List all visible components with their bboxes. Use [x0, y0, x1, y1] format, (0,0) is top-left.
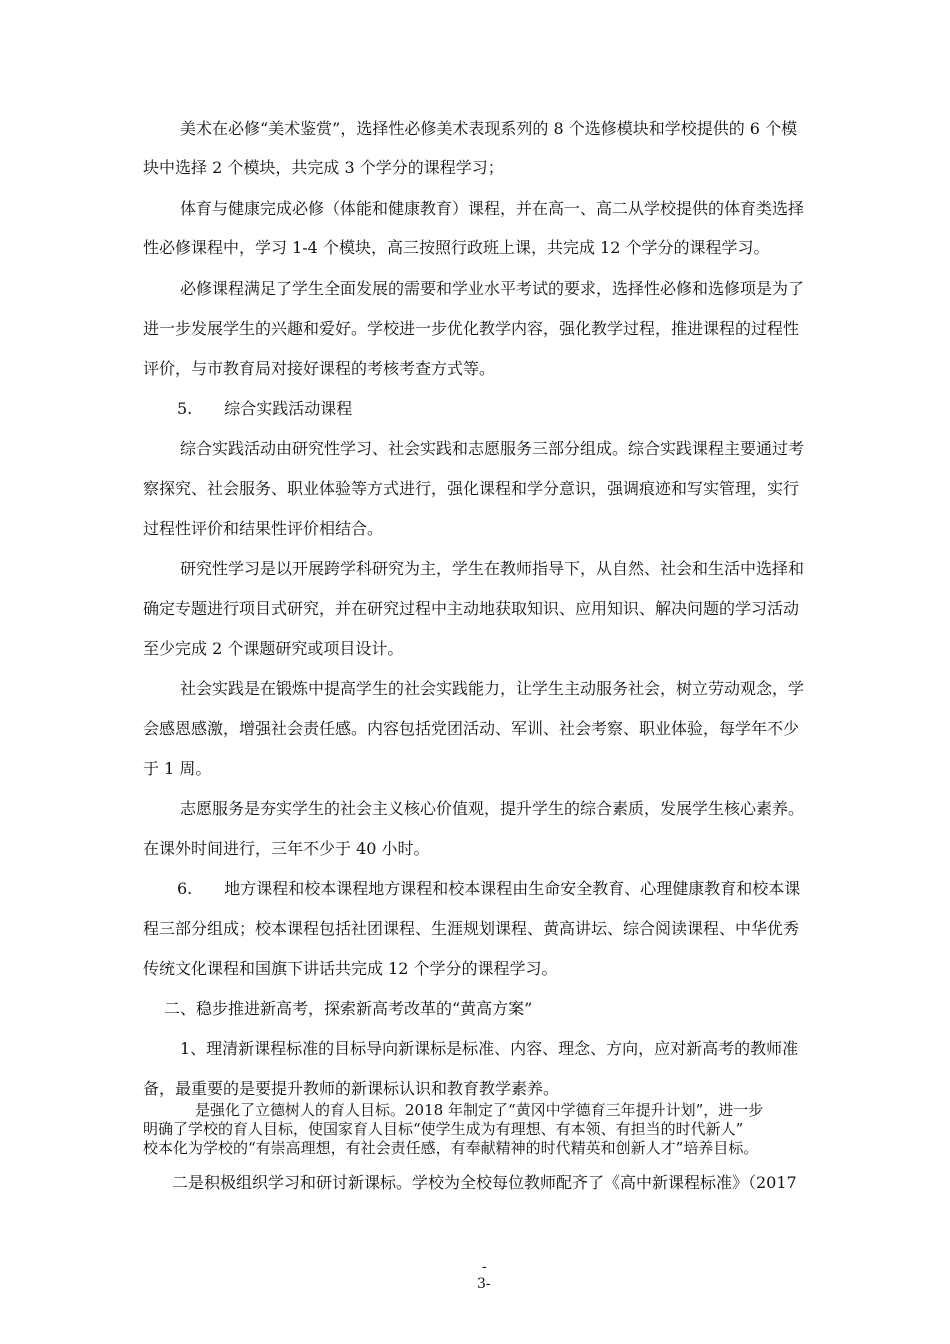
- text-line: 于 1 周。: [143, 759, 212, 778]
- text-line: 研究性学习是以开展跨学科研究为主，学生在教师指导下，从自然、社会和生活中选择和: [180, 559, 805, 578]
- text-line: 确定专题进行项目式研究，并在研究过程中主动地获取知识、应用知识、解决问题的学习活动: [143, 599, 800, 618]
- text-line: 志愿服务是夯实学生的社会主义核心价值观，提升学生的综合素质，发展学生核心素养。: [180, 799, 805, 818]
- text-line: 校本化为学校的“有崇高理想，有社会责任感，有奉献精神的时代精英和创新人才”培养目标。: [143, 1139, 759, 1157]
- text-line: 社会实践是在锻炼中提高学生的社会实践能力，让学生主动服务社会，树立劳动观念，学: [180, 679, 805, 698]
- section-heading: 5. 综合实践活动课程: [177, 399, 353, 418]
- text-line: 块中选择 2 个模块，共完成 3 个学分的课程学习；: [143, 158, 504, 177]
- text-line: 1、理清新课程标准的目标导向新课标是标准、内容、理念、方向，应对新高考的教师准: [180, 1039, 799, 1058]
- text-line: 传统文化课程和国旗下讲话共完成 12 个学分的课程学习。: [143, 959, 558, 978]
- text-line: 会感恩感激，增强社会责任感。内容包括党团活动、军训、社会考察、职业体验，每学年不少: [143, 719, 800, 738]
- text-line: 美术在必修“美术鉴赏”，选择性必修美术表现系列的 8 个选修模块和学校提供的 6 个模: [180, 119, 798, 138]
- text-line: 至少完成 2 个课题研究或项目设计。: [143, 639, 404, 658]
- text-line: 二是积极组织学习和研讨新课标。学校为全校每位教师配齐了《高中新课程标准》（2017: [172, 1173, 797, 1192]
- text-line: 明确了学校的育人目标，使国家育人目标“使学生成为有理想、有本领、有担当的时代新人”: [143, 1120, 744, 1138]
- text-line: 备，最重要的是要提升教师的新课标认识和教育教学素养。: [143, 1079, 560, 1098]
- section-heading: 二、稳步推进新高考，探索新高考改革的“黄高方案”: [164, 999, 533, 1018]
- text-line: 是强化了立德树人的育人目标。2018 年制定了“黄冈中学德育三年提升计划”，进一步: [195, 1101, 764, 1119]
- page-number: 3-: [477, 1276, 491, 1292]
- text-line: 评价，与市教育局对接好课程的考核考查方式等。: [143, 359, 496, 378]
- text-line: 过程性评价和结果性评价相结合。: [143, 519, 384, 538]
- text-line: 程三部分组成；校本课程包括社团课程、生涯规划课程、黄高讲坛、综合阅读课程、中华优秀: [143, 919, 800, 938]
- text-line: 在课外时间进行，三年不少于 40 小时。: [143, 839, 430, 858]
- section-heading: 6. 地方课程和校本课程地方课程和校本课程由生命安全教育、心理健康教育和校本课: [177, 879, 801, 898]
- text-line: 进一步发展学生的兴趣和爱好。学校进一步优化教学内容，强化教学过程，推进课程的过程性: [143, 319, 800, 338]
- text-line: 体育与健康完成必修（体能和健康教育）课程，并在高一、高二从学校提供的体育类选择: [180, 199, 805, 218]
- text-line: 察探究、社会服务、职业体验等方式进行，强化课程和学分意识，强调痕迹和写实管理，实行: [143, 479, 800, 498]
- text-line: 综合实践活动由研究性学习、社会实践和志愿服务三部分组成。综合实践课程主要通过考: [180, 439, 805, 458]
- footer-dash: -: [482, 1259, 487, 1275]
- text-line: 性必修课程中，学习 1-4 个模块，高三按照行政班上课，共完成 12 个学分的课程学习。: [143, 238, 770, 257]
- text-line: 必修课程满足了学生全面发展的需要和学业水平考试的要求，选择性必修和选修项是为了: [180, 279, 805, 298]
